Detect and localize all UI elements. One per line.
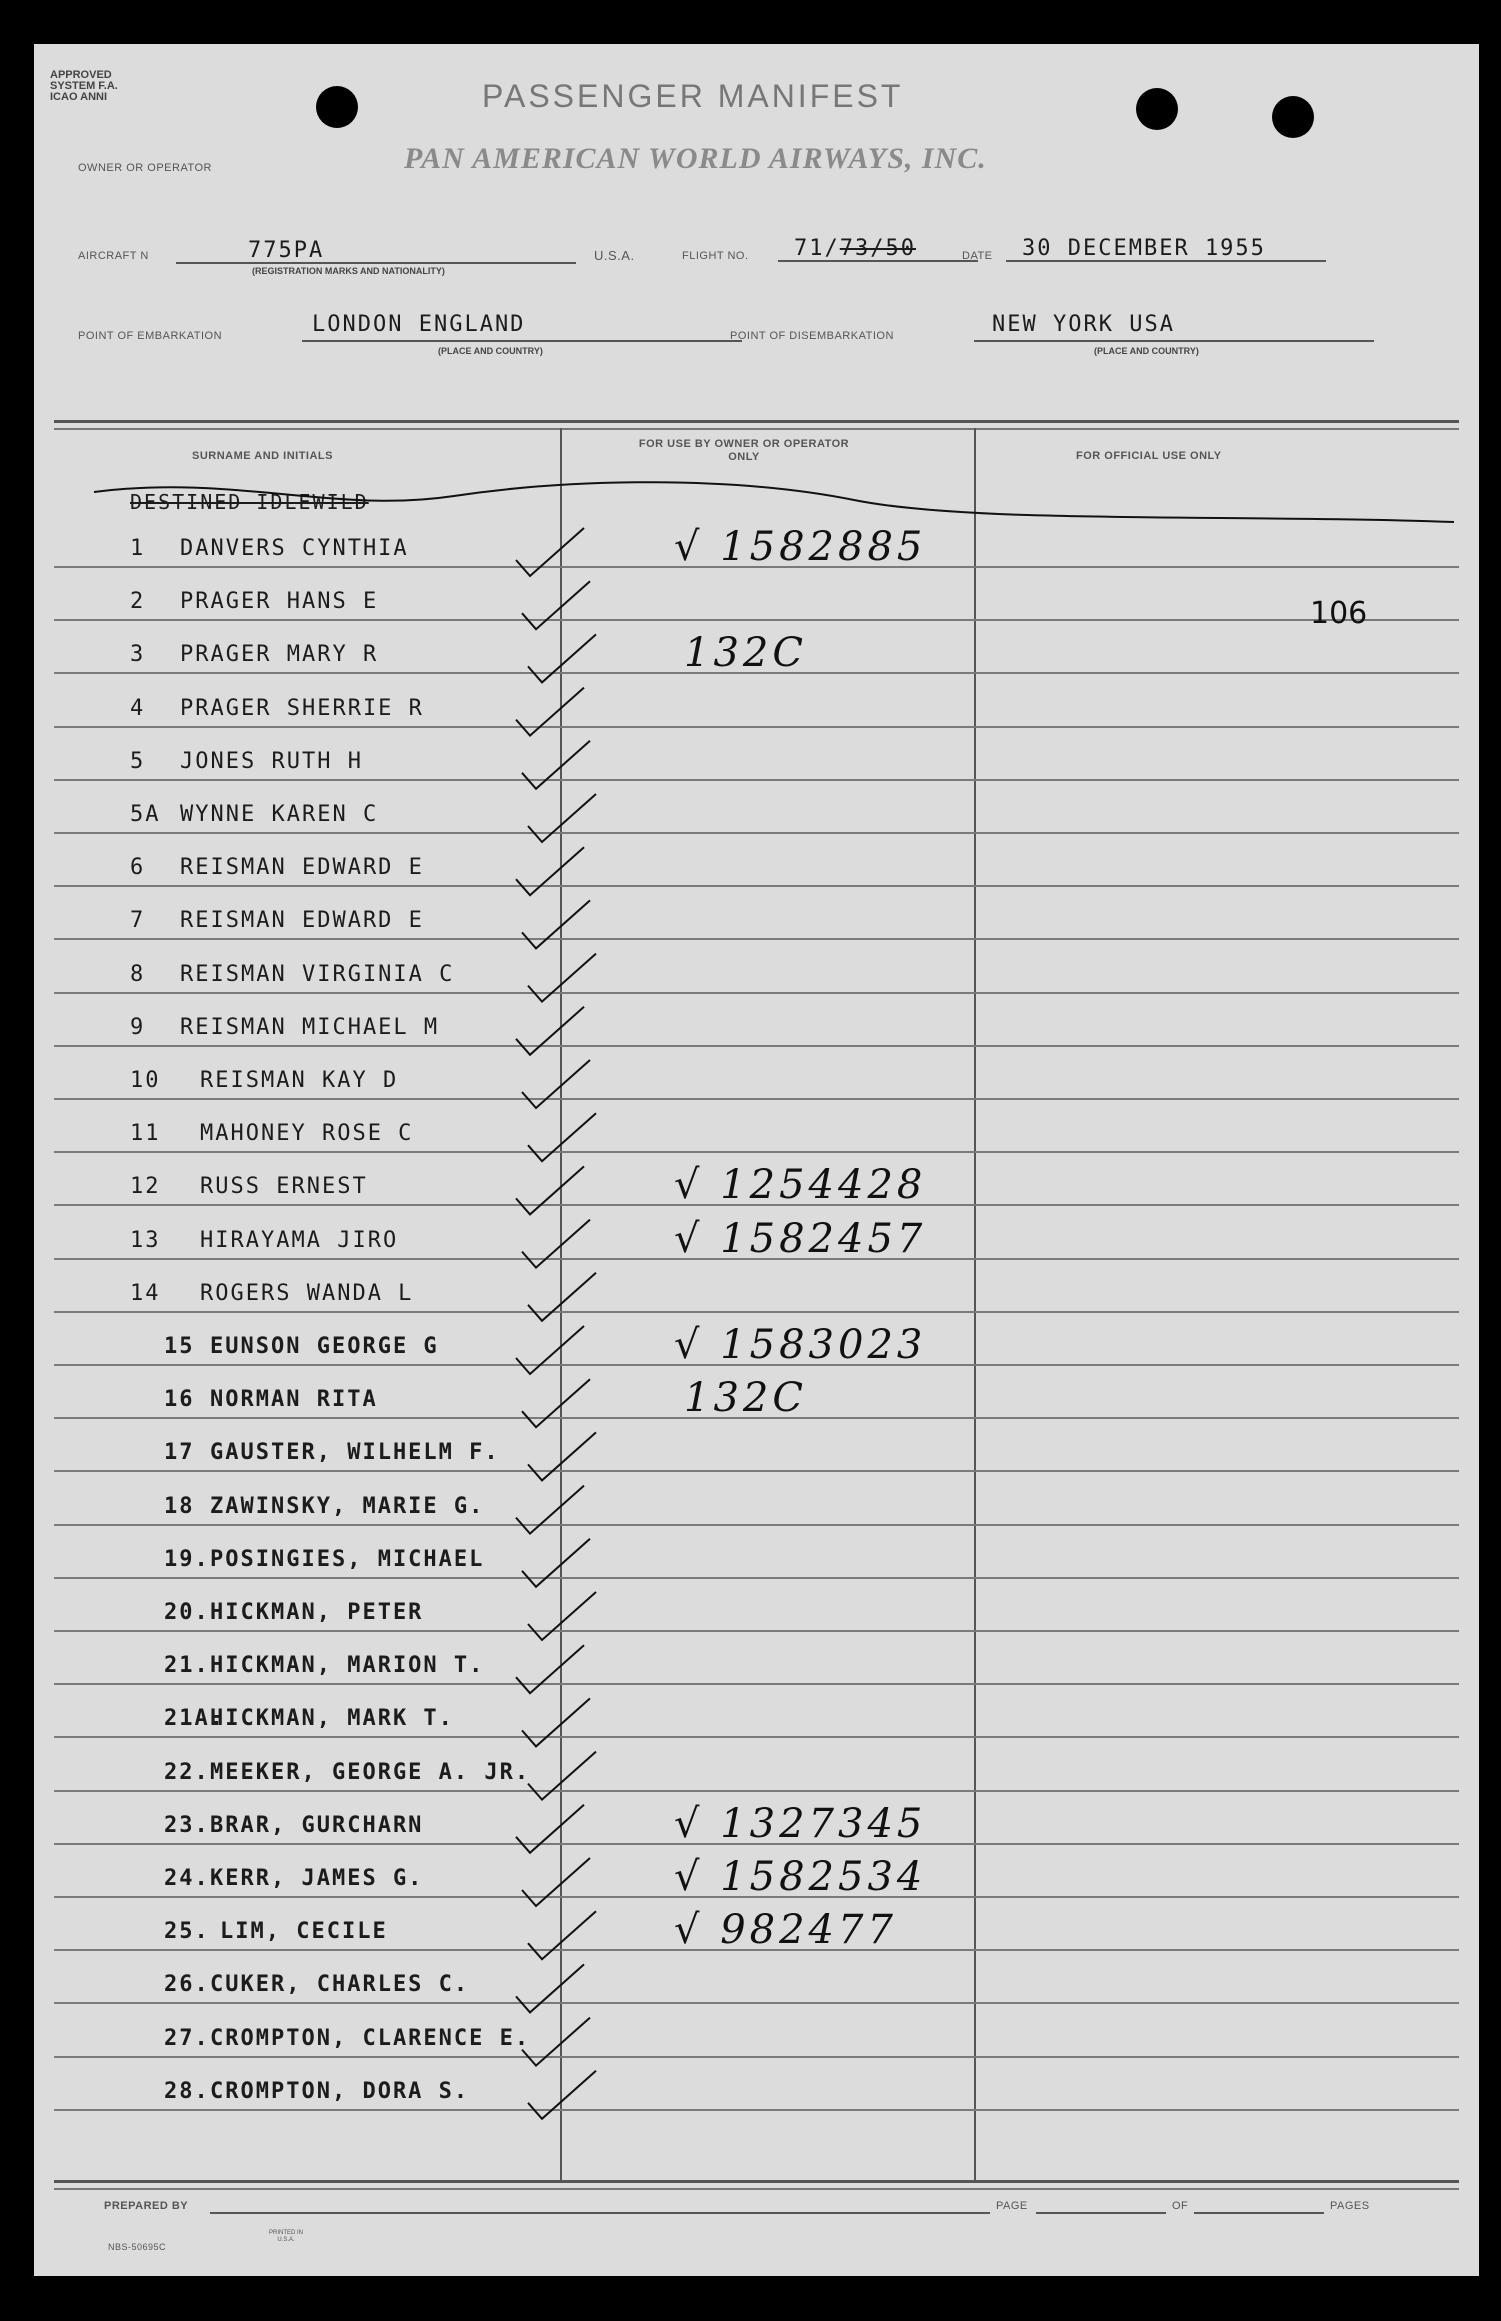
handwritten-marks xyxy=(34,44,1479,2276)
disembark-value: NEW YORK USA xyxy=(992,312,1175,337)
passenger-name: REISMAN EDWARD E xyxy=(180,908,424,934)
check-mark xyxy=(516,528,584,576)
passenger-number: 14 xyxy=(130,1280,161,1306)
check-mark xyxy=(522,581,590,629)
passenger-name: HIRAYAMA JIRO xyxy=(200,1227,399,1253)
manifest-sheet xyxy=(34,44,1479,2276)
passenger-number: 21. xyxy=(164,1653,210,1679)
destined-row: DESTINED IDLEWILD xyxy=(130,490,369,514)
passenger-number: 21A. xyxy=(164,1706,225,1732)
check-mark xyxy=(522,2018,590,2066)
passenger-name: NORMAN RITA xyxy=(210,1387,378,1413)
passenger-name: HICKMAN, MARION T. xyxy=(210,1653,485,1679)
passenger-number: 19. xyxy=(164,1546,210,1572)
form-number: NBS-50695C xyxy=(108,2242,167,2252)
passenger-number: 27. xyxy=(164,2025,210,2051)
passenger-name: REISMAN VIRGINIA C xyxy=(180,961,455,987)
handwritten-note: √ 1582457 xyxy=(674,1215,927,1262)
check-mark xyxy=(522,1539,590,1587)
usa-label: U.S.A. xyxy=(594,248,635,263)
passenger-number: 15 xyxy=(164,1334,195,1359)
passenger-number: 17 xyxy=(164,1440,195,1466)
col-header-official: FOR OFFICIAL USE ONLY xyxy=(1076,450,1222,462)
passenger-name: REISMAN EDWARD E xyxy=(180,855,424,881)
passenger-name: CROMPTON, CLARENCE E. xyxy=(210,2025,531,2051)
check-mark xyxy=(522,1698,590,1746)
prepared-label: PREPARED BY xyxy=(104,2200,189,2212)
operator-name: PAN AMERICAN WORLD AIRWAYS, INC. xyxy=(404,142,987,175)
passenger-name: PRAGER SHERRIE R xyxy=(180,695,424,721)
flight-value: 71/73/50 xyxy=(794,236,916,261)
passenger-number: 13 xyxy=(130,1227,161,1253)
passenger-number: 28. xyxy=(164,2078,210,2104)
check-mark xyxy=(516,1166,584,1214)
check-mark xyxy=(528,1273,596,1321)
embark-value: LONDON ENGLAND xyxy=(312,312,526,337)
check-mark xyxy=(528,1911,596,1959)
date-label: DATE xyxy=(962,250,993,262)
check-mark xyxy=(522,900,590,948)
passenger-name: DANVERS CYNTHIA xyxy=(180,536,409,561)
passenger-name: HICKMAN, MARK T. xyxy=(210,1706,454,1732)
passenger-name: LIM, CECILE xyxy=(220,1919,388,1945)
col-header-owner: FOR USE BY OWNER OR OPERATOR ONLY xyxy=(638,438,850,463)
handwritten-note: √ 1327345 xyxy=(674,1800,927,1847)
aircraft-value: 775PA xyxy=(248,238,325,263)
owner-label: OWNER OR OPERATOR xyxy=(78,162,212,174)
passenger-number: 24. xyxy=(164,1866,210,1891)
disembark-label: POINT OF DISEMBARKATION xyxy=(730,330,894,342)
page-title: PASSENGER MANIFEST xyxy=(482,78,904,114)
passenger-number: 2 xyxy=(130,589,146,615)
official-note: 106 xyxy=(1310,596,1368,631)
passenger-number: 18 xyxy=(164,1493,195,1519)
pages-label: PAGES xyxy=(1330,2200,1370,2212)
passenger-number: 6 xyxy=(130,855,146,881)
check-mark xyxy=(522,1060,590,1108)
handwritten-note: √ 1254428 xyxy=(674,1162,927,1209)
aircraft-sub: (REGISTRATION MARKS AND NATIONALITY) xyxy=(252,266,445,276)
handwritten-note: 132C xyxy=(684,1375,807,1422)
passenger-name: POSINGIES, MICHAEL xyxy=(210,1546,485,1572)
check-mark xyxy=(528,1113,596,1161)
passenger-number: 10 xyxy=(130,1068,161,1093)
passenger-name: PRAGER MARY R xyxy=(180,642,379,668)
passenger-number: 3 xyxy=(130,642,146,668)
handwritten-note: √ 982477 xyxy=(674,1907,897,1954)
passenger-name: JONES RUTH H xyxy=(180,748,363,774)
passenger-number: 1 xyxy=(130,536,146,561)
check-mark xyxy=(522,1220,590,1268)
check-mark xyxy=(528,954,596,1002)
passenger-number: 7 xyxy=(130,908,146,934)
embark-label: POINT OF EMBARKATION xyxy=(78,330,223,342)
check-mark xyxy=(528,794,596,842)
passenger-name: HICKMAN, PETER xyxy=(210,1600,424,1625)
handwritten-note: √ 1583023 xyxy=(674,1322,927,1368)
aircraft-label: AIRCRAFT N xyxy=(78,250,149,262)
passenger-number: 5 xyxy=(130,748,146,774)
check-mark xyxy=(522,1858,590,1906)
passenger-number: 25. xyxy=(164,1919,210,1945)
passenger-number: 5A xyxy=(130,802,161,827)
date-value: 30 DECEMBER 1955 xyxy=(1022,236,1266,261)
col-header-surname: SURNAME AND INITIALS xyxy=(192,450,333,462)
check-mark xyxy=(522,1379,590,1427)
handwritten-note: 132C xyxy=(684,630,807,677)
passenger-name: CROMPTON, DORA S. xyxy=(210,2078,470,2104)
passenger-name: ZAWINSKY, MARIE G. xyxy=(210,1493,485,1519)
passenger-name: REISMAN KAY D xyxy=(200,1068,399,1093)
passenger-number: 4 xyxy=(130,695,146,721)
passenger-number: 8 xyxy=(130,961,146,987)
passenger-number: 9 xyxy=(130,1014,146,1040)
passenger-number: 26. xyxy=(164,1972,210,1998)
check-mark xyxy=(516,1486,584,1534)
check-mark xyxy=(516,1645,584,1693)
handwritten-note: √ 1582885 xyxy=(674,524,927,570)
passenger-name: GAUSTER, WILHELM F. xyxy=(210,1440,500,1466)
passenger-name: MEEKER, GEORGE A. JR. xyxy=(210,1759,531,1785)
page-label: PAGE xyxy=(996,2200,1028,2212)
passenger-name: KERR, JAMES G. xyxy=(210,1866,424,1891)
check-mark xyxy=(516,1326,584,1374)
check-mark xyxy=(516,1964,584,2012)
check-mark xyxy=(528,2071,596,2119)
passenger-name: PRAGER HANS E xyxy=(180,589,379,615)
passenger-number: 20. xyxy=(164,1600,210,1625)
printed-stamp: PRINTED IN U.S.A. xyxy=(268,2230,303,2243)
passenger-name: CUKER, CHARLES C. xyxy=(210,1972,470,1998)
passenger-name: BRAR, GURCHARN xyxy=(210,1812,424,1838)
check-mark xyxy=(516,688,584,736)
passenger-number: 22. xyxy=(164,1759,210,1785)
of-label: OF xyxy=(1172,2200,1189,2212)
check-mark xyxy=(528,1592,596,1640)
passenger-number: 23. xyxy=(164,1812,210,1838)
check-mark xyxy=(516,847,584,895)
disembark-sub: (PLACE AND COUNTRY) xyxy=(1094,346,1199,356)
check-mark xyxy=(516,1007,584,1055)
passenger-name: ROGERS WANDA L xyxy=(200,1280,414,1306)
passenger-number: 12 xyxy=(130,1174,161,1200)
passenger-name: RUSS ERNEST xyxy=(200,1174,368,1200)
passenger-name: WYNNE KAREN C xyxy=(180,802,379,827)
approved-stamp: APPROVED SYSTEM F.A. ICAO ANNI xyxy=(50,69,118,103)
handwritten-note: √ 1582534 xyxy=(674,1854,927,1900)
check-mark xyxy=(516,1805,584,1853)
check-mark xyxy=(528,1432,596,1480)
passenger-number: 16 xyxy=(164,1387,195,1413)
passenger-name: MAHONEY ROSE C xyxy=(200,1121,414,1147)
flight-label: FLIGHT NO. xyxy=(682,250,749,262)
check-mark xyxy=(528,634,596,682)
passenger-name: REISMAN MICHAEL M xyxy=(180,1014,440,1040)
passenger-name: EUNSON GEORGE G xyxy=(210,1334,439,1359)
passenger-number: 11 xyxy=(130,1121,161,1147)
embark-sub: (PLACE AND COUNTRY) xyxy=(438,346,543,356)
check-mark xyxy=(528,1752,596,1800)
check-mark xyxy=(522,741,590,789)
